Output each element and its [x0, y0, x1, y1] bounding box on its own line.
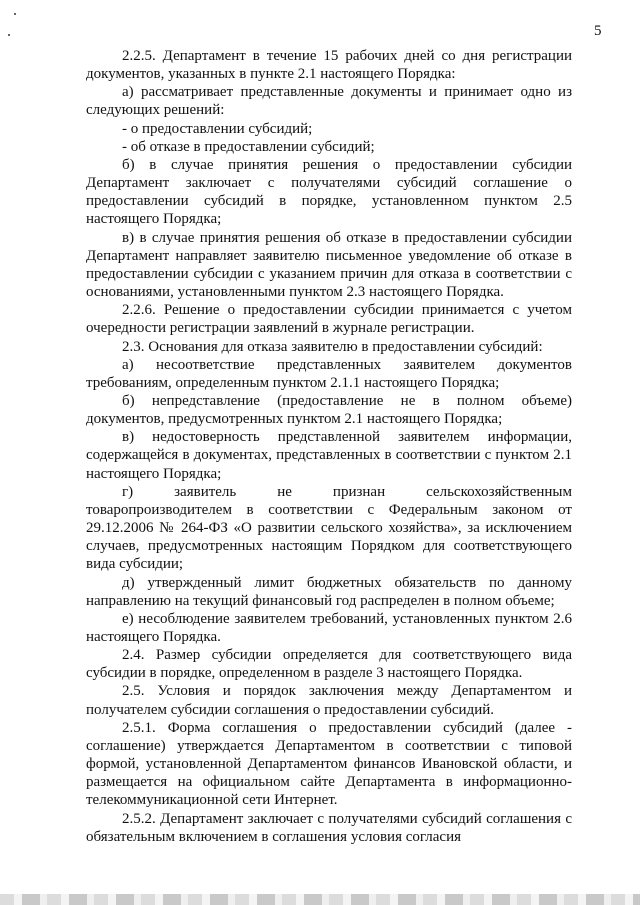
paragraph-item-a: а) рассматривает представленные документы и принимает одно из следующих решений:: [86, 84, 572, 119]
paragraph-2-3-d: д) утвержденный лимит бюджетных обязательств по данному направлению на текущий финансовый год распределен в полном объеме;: [86, 574, 572, 609]
paragraph-2-2-6: 2.2.6. Решение о предоставлении субсидии принимается с учетом очередности регистрации заявлений в журнале регистрации.: [86, 302, 572, 337]
paragraph-item-b: б) в случае принятия решения о предоставлении субсидии Департамент заключает с получателями субсидий соглашение о предоставлении субсидий в порядке, установленном пунктом 2.5 настоящего Порядка;: [86, 156, 572, 228]
paragraph-2-3-b: б) непредставление (предоставление не в полном объеме) документов, предусмотренных пунктом 2.1 настоящего Порядка;: [86, 392, 572, 428]
paragraph-2-3-e: е) несоблюдение заявителем требований, установленных пунктом 2.6 настоящего Порядка.: [86, 610, 572, 645]
paragraph-2-4: 2.4. Размер субсидии определяется для соответствующего вида субсидии в порядке, определенном в разделе 3 настоящего Порядка.: [86, 647, 572, 682]
scan-speck: [14, 13, 16, 15]
scan-bottom-edge: [0, 894, 640, 905]
paragraph-2-3-v: в) недостоверность представленной заявителем информации, содержащейся в документах, представленных в соответствии с пунктом 2.1 настоящего Порядка;: [86, 429, 572, 482]
paragraph-2-3-g: г) заявитель не признан сельскохозяйственным товаропроизводителем в соответствии с Федеральным законом от 29.12.2006 № 264-ФЗ «О развитии сельского хозяйства», за исключением случаев, предусмотренных настоящим Порядком для соответствующего вида субсидии;: [86, 483, 572, 573]
paragraph-option-refuse: - об отказе в предоставлении субсидий;: [122, 138, 375, 155]
paragraph-option-grant: - о предоставлении субсидий;: [122, 120, 313, 137]
document-body: [86, 47, 572, 846]
paragraph-2-3-a: а) несоответствие представленных заявителем документов требованиям, определенным пунктом 2.1.1 настоящего Порядка;: [86, 356, 572, 391]
paragraph-2-3: 2.3. Основания для отказа заявителю в предоставлении субсидий:: [122, 338, 543, 355]
paragraph-2-5-1: 2.5.1. Форма соглашения о предоставлении субсидий (далее - соглашение) утверждается Департаментом в соответствии с типовой формой, установленной Департаментом финансов Ивановской области, и размещается на официальном сайте Департамента в информационно-телекоммуникационной сети Интернет.: [86, 719, 572, 809]
paragraph-item-v: в) в случае принятия решения об отказе в предоставлении субсидии Департамент направляет заявителю письменное уведомление об отказе в предоставлении субсидии с указанием причин для отказа в соответствии с основаниями, установленными пунктом 2.3 настоящего Порядка.: [86, 229, 572, 301]
paragraph-2-2-5: 2.2.5. Департамент в течение 15 рабочих дней со дня регистрации документов, указанных в пункте 2.1 настоящего Порядка:: [86, 48, 572, 83]
scan-speck: [8, 34, 10, 36]
paragraph-2-5-2: 2.5.2. Департамент заключает с получателями субсидий соглашения с обязательным включением в соглашения условия согласия: [86, 810, 572, 845]
paragraph-2-5: 2.5. Условия и порядок заключения между Департаментом и получателем субсидии соглашения о предоставлении субсидий.: [86, 683, 572, 718]
page-number: 5: [594, 23, 602, 39]
